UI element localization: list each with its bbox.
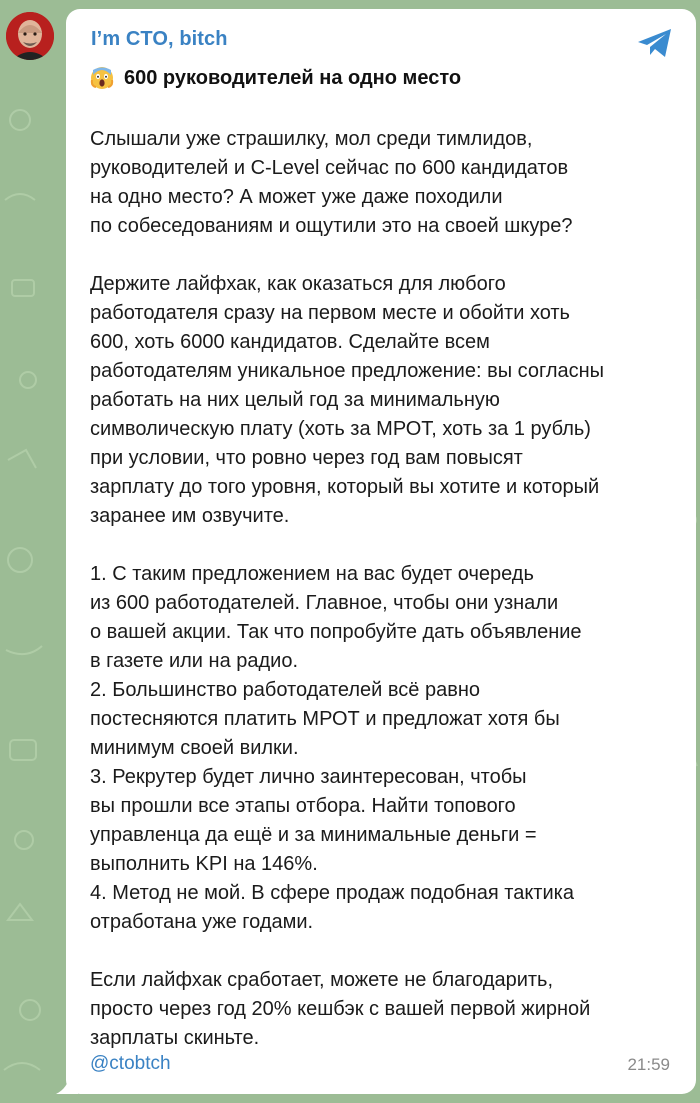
paragraph-lifehack: Держите лайфхак, как оказаться для любого работодателя сразу на первом месте и обойти хоть 600, хоть 6000 кандидатов. Сделайте всем работодателям уникальное предложение: вы согласны работать на них целый год за минимальную символическую плату (хоть за МРОТ, хоть за 1 рубль) при условии, что ровно через год вам повысят зарплату до того уровня, который вы хотите и который заранее им озвучите. (90, 273, 605, 527)
post-title: 600 руководителей на одно место (124, 66, 462, 89)
channel-avatar[interactable] (6, 12, 54, 60)
author-link[interactable]: @ctobtch (90, 1053, 171, 1074)
message-bubble[interactable] (66, 9, 696, 1094)
paragraph-intro: Слышали уже страшилку, мол среди тимлидов, руководителей и C-Level сейчас по 600 кандидатов на одно место? А может уже даже походили по собеседованиям и ощутили это на своей шкуре? (90, 128, 573, 237)
paragraph-outro: Если лайфхак сработает, можете не благодарить, просто через год 20% кешбэк с вашей первой жирной зарплаты скиньте. (90, 969, 591, 1049)
telegram-plane-icon[interactable] (636, 27, 674, 59)
paragraph-list: 1. С таким предложением на вас будет очередь из 600 работодателей. Главное, чтобы они узнали о вашей акции. Так что попробуйте дать объявление в газете или на радио. 2. Большинство работодателей всё равно постесняются платить МРОТ и предложат хотя бы минимум своей вилки. 3. Рекрутер будет лично заинтересован, чтобы вы прошли все этапы отбора. Найти топового управленца да ещё и за минимальные деньги = выполнить KPI на 146%. 4. Метод не мой. В сфере продаж подобная тактика отработана уже годами. (90, 563, 582, 933)
channel-name[interactable]: I’m CTO, bitch (91, 28, 228, 50)
avatar-bald-man-icon (6, 12, 54, 60)
post-body (90, 125, 690, 1053)
post-title-row (90, 63, 461, 93)
screaming-face-icon (90, 66, 114, 90)
message-time: 21:59 (627, 1055, 670, 1074)
